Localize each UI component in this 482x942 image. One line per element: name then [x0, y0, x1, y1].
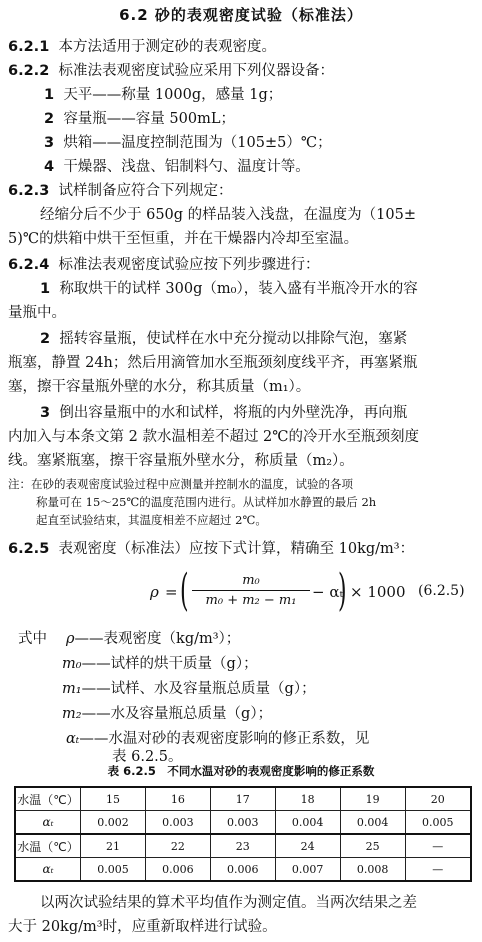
def-rho	[66, 630, 240, 648]
item-text: 容量瓶——容量 500mL；	[63, 111, 235, 127]
formula-correction: − αₜ	[312, 583, 344, 601]
table-cell: 0.003	[145, 811, 210, 835]
paragraph-line: 塞，擦干容量瓶外壁的水分，称其质量（m₁）。	[8, 379, 311, 395]
item-text: 天平——称量 1000g，感量 1g；	[63, 87, 283, 103]
paragraph-line: 5)℃的烘箱中烘干至恒重，并在干燥器内冷却至室温。	[8, 231, 359, 247]
clause-text: 表观密度（标准法）应按下式计算，精确至 10kg/m³：	[58, 541, 415, 557]
def-symbol: ρ	[66, 631, 75, 647]
clause-number: 6.2.2	[8, 63, 50, 79]
step-text: 倒出容量瓶中的水和试样，将瓶的内外壁洗净，再向瓶	[59, 405, 408, 421]
item-2	[44, 110, 235, 128]
paragraph-line: 量瓶中。	[8, 305, 66, 321]
clause-number: 6.2.5	[8, 541, 50, 557]
item-3	[44, 134, 332, 152]
item-text: 干燥器、浅盘、铝制料勺、温度计等。	[63, 159, 310, 175]
table-row	[15, 858, 471, 882]
def-symbol: αₜ	[66, 731, 80, 747]
table-cell: 17	[210, 787, 275, 811]
clause-text: 试样制备应符合下列规定：	[58, 183, 233, 199]
table-cell: 25	[340, 834, 405, 858]
closing-line: 大于 20kg/m³时，应重新取样进行试验。	[8, 919, 277, 935]
left-paren: (	[180, 565, 189, 616]
item-1	[44, 86, 282, 104]
item-number: 4	[44, 159, 55, 175]
formula-lhs: ρ	[150, 583, 159, 601]
clause-number: 6.2.1	[8, 39, 50, 55]
clause-number: 6.2.3	[8, 183, 50, 199]
def-m1	[62, 680, 316, 698]
table-row	[15, 811, 471, 835]
def-text: ——试样的烘干质量（g）；	[81, 656, 258, 672]
def-symbol: m₀	[62, 656, 82, 672]
step-3	[40, 404, 407, 422]
formula-6-2-5	[150, 565, 470, 621]
table-cell: 19	[340, 787, 405, 811]
formula-numerator: m₀	[242, 573, 260, 588]
clause-text: 本方法适用于测定砂的表观密度。	[58, 39, 277, 55]
table-cell: 24	[275, 834, 340, 858]
paragraph-line: 线。塞紧瓶塞，擦干容量瓶外壁水分，称质量（m₂）。	[8, 453, 354, 469]
table-cell: 0.004	[275, 811, 340, 835]
right-paren: )	[338, 565, 347, 616]
item-number: 2	[44, 111, 55, 127]
def-text: ——水及容量瓶总质量（g）；	[81, 706, 273, 722]
step-2	[40, 330, 407, 348]
def-symbol: m₂	[62, 706, 82, 722]
table-cell: 0.005	[405, 811, 471, 835]
step-1	[40, 280, 418, 298]
fraction-bar	[192, 590, 310, 591]
section-title: 6.2 砂的表观密度试验（标准法）	[119, 6, 363, 24]
table-cell: 15	[81, 787, 146, 811]
table-cell: —	[405, 858, 471, 882]
table-cell: αₜ	[15, 811, 81, 835]
table-cell: 0.004	[340, 811, 405, 835]
table-row	[15, 787, 471, 811]
clause-number: 6.2.4	[8, 257, 50, 273]
table-cell: 18	[275, 787, 340, 811]
clause-6-2-3	[8, 182, 233, 200]
table-row	[15, 834, 471, 858]
clause-6-2-4	[8, 256, 320, 274]
note-line: 注：在砂的表观密度试验过程中应测量并控制水的温度，试验的各项	[8, 477, 353, 491]
item-number: 1	[44, 87, 55, 103]
table-cell: 16	[145, 787, 210, 811]
item-text: 烘箱——温度控制范围为（105±5）℃；	[63, 135, 332, 151]
table-cell: —	[405, 834, 471, 858]
table-cell: 23	[210, 834, 275, 858]
note-line: 称量可在 15～25℃的温度范围内进行。从试样加水静置的最后 2h	[36, 495, 377, 509]
def-continuation: 表 6.2.5。	[112, 749, 183, 765]
formula-fraction	[192, 573, 310, 608]
formula-equals: =	[165, 583, 178, 601]
table-cell: 0.007	[275, 858, 340, 882]
clause-6-2-5	[8, 540, 414, 558]
clause-6-2-2	[8, 62, 334, 80]
step-number: 2	[40, 331, 51, 347]
paragraph-line: 瓶塞，静置 24h；然后用滴管加水至瓶颈刻度线平齐，再塞紧瓶	[8, 355, 418, 371]
step-text: 摇转容量瓶，使试样在水中充分搅动以排除气泡，塞紧	[59, 331, 408, 347]
table-cell: 0.005	[81, 858, 146, 882]
defs-intro: 式中	[18, 631, 47, 647]
paragraph-line: 经缩分后不少于 650g 的样品装入浅盘，在温度为（105±	[40, 207, 416, 223]
table-cell: 0.008	[340, 858, 405, 882]
table-cell: 水温（℃）	[15, 787, 81, 811]
table-cell: 20	[405, 787, 471, 811]
step-text: 称取烘干的试样 300g（m₀），装入盛有半瓶冷开水的容	[59, 281, 418, 297]
def-text: ——表观密度（kg/m³）；	[74, 631, 241, 647]
table-cell: 0.003	[210, 811, 275, 835]
correction-table	[14, 786, 472, 882]
item-number: 3	[44, 135, 55, 151]
table-cell: 水温（℃）	[15, 834, 81, 858]
def-alpha	[66, 730, 369, 748]
note-line: 起直至试验结束，其温度相差不应超过 2℃。	[36, 513, 267, 527]
formula-denominator: m₀ + m₂ − m₁	[205, 593, 297, 608]
item-4	[44, 158, 310, 176]
formula-number: (6.2.5)	[418, 583, 465, 599]
clause-text: 标准法表观密度试验应按下列步骤进行：	[58, 257, 320, 273]
step-number: 1	[40, 281, 51, 297]
def-text: ——试样、水及容量瓶总质量（g）；	[81, 681, 316, 697]
def-m0	[62, 655, 258, 673]
table-cell: 22	[145, 834, 210, 858]
paragraph-line: 内加入与本条文第 2 款水温相差不超过 2℃的冷开水至瓶颈刻度	[8, 429, 419, 445]
closing-line: 以两次试验结果的算术平均值作为测定值。当两次结果之差	[40, 895, 417, 911]
def-symbol: m₁	[62, 681, 82, 697]
table-cell: 0.006	[145, 858, 210, 882]
clause-6-2-1	[8, 38, 276, 56]
def-text: ——水温对砂的表观密度影响的修正系数，见	[79, 731, 370, 747]
table-cell: 0.006	[210, 858, 275, 882]
table-cell: αₜ	[15, 858, 81, 882]
clause-text: 标准法表观密度试验应采用下列仪器设备：	[58, 63, 335, 79]
def-m2	[62, 705, 272, 723]
formula-multiplier: × 1000	[350, 583, 406, 601]
table-cell: 0.002	[81, 811, 146, 835]
table-cell: 21	[81, 834, 146, 858]
table-title: 表 6.2.5 不同水温对砂的表观密度影响的修正系数	[107, 764, 375, 778]
step-number: 3	[40, 405, 51, 421]
